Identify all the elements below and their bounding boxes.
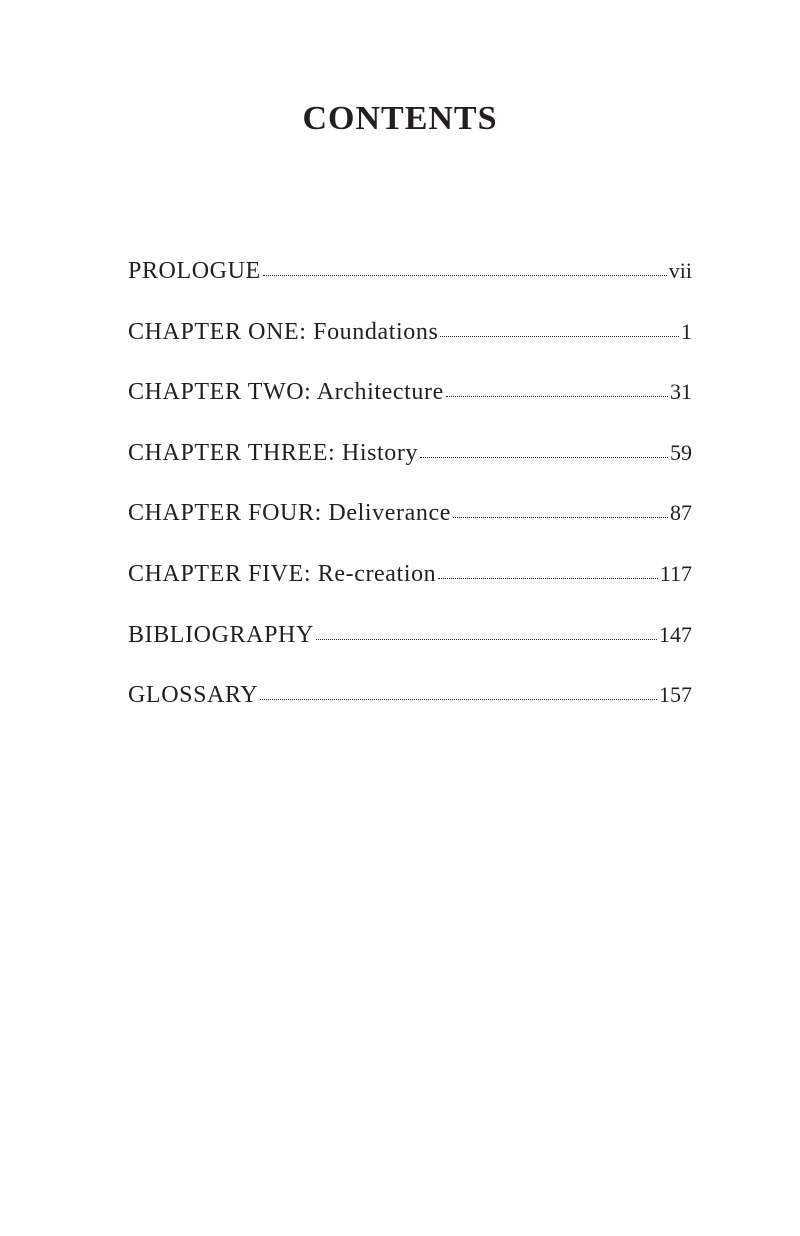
toc-entry-chapter-one[interactable] <box>128 319 692 380</box>
dot-leader <box>440 336 679 337</box>
toc-entry-page-number: 87 <box>670 500 692 526</box>
toc-entry-label: CHAPTER FOUR: Deliverance <box>128 500 451 527</box>
toc-entry-label: PROLOGUE <box>128 258 261 284</box>
dot-leader <box>453 517 668 518</box>
toc-entry-label: BIBLIOGRAPHY <box>128 621 314 648</box>
toc-entry-label: CHAPTER TWO: Architecture <box>128 379 444 406</box>
toc-entry-page-number: 59 <box>670 439 692 465</box>
table-of-contents <box>128 258 692 743</box>
dot-leader <box>316 639 657 640</box>
dot-leader <box>438 578 658 579</box>
toc-entry-page-number: 31 <box>670 379 692 405</box>
page-title: CONTENTS <box>302 100 498 137</box>
toc-entry-chapter-three[interactable] <box>128 440 692 501</box>
toc-entry-chapter-two[interactable] <box>128 379 692 440</box>
toc-entry-chapter-five[interactable] <box>128 561 692 622</box>
dot-leader <box>260 699 657 700</box>
toc-entry-page-number: vii <box>668 258 692 283</box>
toc-entry-label: CHAPTER ONE: Foundations <box>128 318 439 345</box>
toc-entry-label: GLOSSARY <box>128 682 259 709</box>
toc-entry-page-number: 147 <box>659 621 692 647</box>
toc-entry-page-number: 117 <box>659 560 692 586</box>
toc-entry-chapter-four[interactable] <box>128 500 692 561</box>
toc-entry-page-number: 157 <box>659 682 692 708</box>
toc-entry-glossary[interactable] <box>128 682 692 743</box>
toc-entry-bibliography[interactable] <box>128 622 692 683</box>
toc-entry-label: CHAPTER THREE: History <box>128 439 419 466</box>
dot-leader <box>420 457 668 458</box>
toc-entry-prologue[interactable] <box>128 258 692 319</box>
dot-leader <box>263 275 667 276</box>
dot-leader <box>446 396 668 397</box>
toc-entry-label: CHAPTER FIVE: Re-creation <box>128 560 437 587</box>
toc-entry-page-number: 1 <box>681 318 692 344</box>
